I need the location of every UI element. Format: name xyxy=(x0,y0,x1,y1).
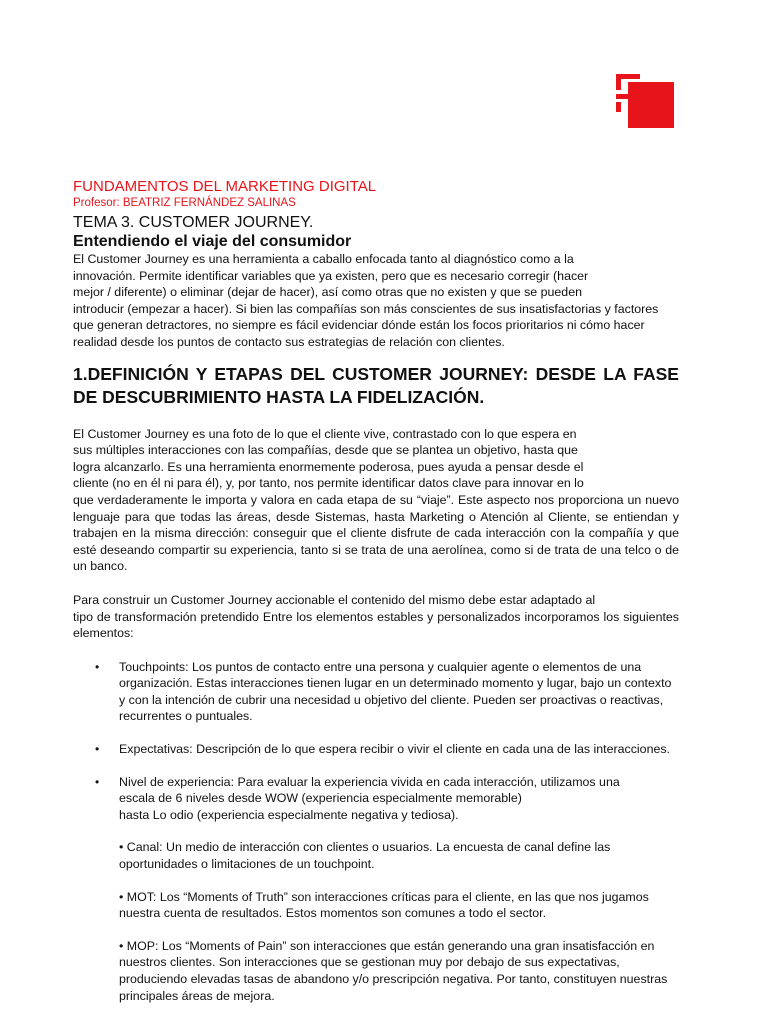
list-item-text: Touchpoints: Los puntos de contacto entre una persona y cualquier agente o elementos de una organización. Estas interacciones tienen lugar en un determinado momento y lugar, bajo un contexto y con la intención de cubrir una necesidad u objetivo del cliente. Pueden ser proactivas o reactivas, recurrentes o puntuales. xyxy=(119,659,672,724)
list-item-text: Expectativas: Descripción de lo que espera recibir o vivir el cliente en cada una de las interacciones. xyxy=(119,742,670,757)
intro-line: mejor / diferente) o eliminar (dejar de hacer), así como otras que no existen y que se pueden xyxy=(73,285,582,300)
list-item xyxy=(73,659,679,725)
intro-line: introducir (empezar a hacer). Si bien las compañías son más conscientes de sus insatisfactorias y factores xyxy=(73,301,659,316)
bullet-icon: • xyxy=(95,742,100,757)
professor-name: Profesor: BEATRIZ FERNÁNDEZ SALINAS xyxy=(73,197,296,209)
intro-line: El Customer Journey es una herramienta a caballo enfocada tanto al diagnóstico como a la xyxy=(73,252,574,266)
paragraph-text: que verdaderamente le importa y valora en cada etapa de su “viaje”. Este aspecto nos proporciona un nuevo lenguaje para que todas las áreas, desde Sistemas, hasta Marketing o Atención al Cliente, se entiendan y trabajen en la misma dirección: conseguir que el cliente disfrute de cada interacción con la compañía y que esté deseando compartir su experiencia, tanto si se trata de una aerolínea, como si de trata de una telco o de un banco. xyxy=(73,492,679,574)
intro-paragraph xyxy=(73,251,679,351)
logo-square xyxy=(628,82,674,128)
section-paragraph-1 xyxy=(73,426,679,575)
sub-item-mop: • MOP: Los “Moments of Pain” son interacciones que están generando una gran insatisfacción en nuestros clientes. Son interacciones que se gestionan muy por debajo de sus expectativas, produciendo elevadas tasas de abandono y/o prescripción negativa. Por tanto, constituyen nuestras principales áreas de mejora. xyxy=(119,938,668,1003)
intro-line: que generan detractores, no siempre es fácil evidenciar dónde están los focos prioritarios ni cómo hacer xyxy=(73,318,645,333)
paragraph-text: tipo de transformación pretendido Entre los elementos estables y personalizados incorporamos los siguientes elementos: xyxy=(73,609,679,641)
paragraph-line: Para construir un Customer Journey accionable el contenido del mismo debe estar adaptado al xyxy=(73,592,596,607)
topic-subtitle: Entendiendo el viaje del consumidor xyxy=(73,233,352,250)
bullet-icon: • xyxy=(95,659,100,674)
bullet-icon: • xyxy=(95,774,100,789)
paragraph-line: sus múltiples interacciones con las compañías, desde que se plantea un objetivo, hasta que xyxy=(73,443,578,458)
list-item xyxy=(73,741,679,758)
sub-item-canal: • Canal: Un medio de interacción con clientes o usuarios. La encuesta de canal define las oportunidades o limitaciones de un touchpoint. xyxy=(119,840,611,872)
intro-line: realidad desde los puntos de contacto sus estrategias de relación con clientes. xyxy=(73,334,505,349)
paragraph-line: logra alcanzarlo. Es una herramienta enormemente poderosa, pues ayuda a pensar desde el xyxy=(73,459,584,474)
document-body xyxy=(73,178,679,1004)
topic-title: TEMA 3. CUSTOMER JOURNEY. xyxy=(73,214,314,231)
logo-bar-low xyxy=(616,102,621,112)
list-item-line: Nivel de experiencia: Para evaluar la experiencia vivida en cada interacción, utilizamos una xyxy=(119,774,620,789)
logo-bar-mid xyxy=(616,94,630,99)
section-paragraph-2 xyxy=(73,592,679,642)
logo xyxy=(612,74,674,128)
course-title: FUNDAMENTOS DEL MARKETING DIGITAL xyxy=(73,178,377,195)
logo-bar-left xyxy=(616,74,621,90)
list-item-line: hasta Lo odio (experiencia especialmente negativa y tediosa). xyxy=(119,807,459,822)
sub-item-mot: • MOT: Los “Moments of Truth” son interacciones críticas para el cliente, en las que nos jugamos nuestra cuenta de resultados. Estos momentos son comunes a todo el sector. xyxy=(119,889,649,921)
intro-line: innovación. Permite identificar variables que ya existen, pero que es necesario corregir (hacer xyxy=(73,268,589,283)
section-heading: 1.DEFINICIÓN Y ETAPAS DEL CUSTOMER JOURNEY: DESDE LA FASE DE DESCUBRIMIENTO HASTA LA FIDELIZACIÓN. xyxy=(73,363,679,407)
list-item xyxy=(73,774,679,824)
elements-list xyxy=(73,659,679,824)
paragraph-line: El Customer Journey es una foto de lo que el cliente vive, contrastado con lo que espera en xyxy=(73,426,577,441)
paragraph-line: cliente (no en él ni para él), y, por tanto, nos permite identificar datos clave para innovar en lo xyxy=(73,476,584,491)
list-item-line: escala de 6 niveles desde WOW (experiencia especialmente memorable) xyxy=(119,791,522,806)
